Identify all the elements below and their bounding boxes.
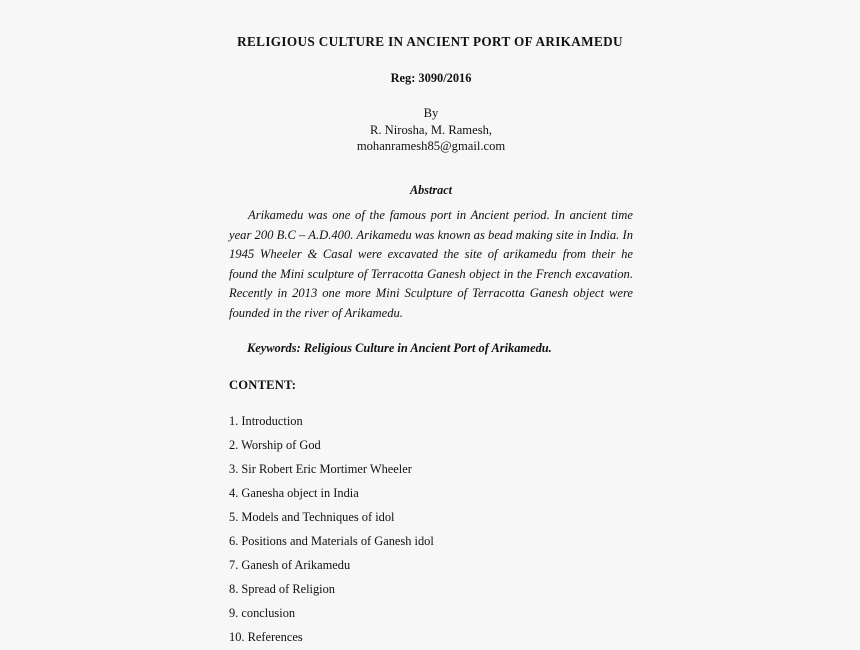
toc-item-number: 2. [229, 437, 239, 452]
toc-item-number: 1. [229, 413, 239, 428]
page-title: RELIGIOUS CULTURE IN ANCIENT PORT OF ARIKAMEDU [237, 34, 623, 49]
toc-item-label: Models and Techniques of idol [241, 510, 395, 524]
document-content-column [229, 0, 633, 650]
list-item [229, 409, 633, 433]
content-heading: CONTENT: [229, 378, 297, 393]
toc-item-number: 10. [229, 630, 245, 645]
table-of-contents [229, 394, 633, 650]
list-item [229, 457, 633, 481]
toc-item-label: Ganesh of Arikamedu [241, 558, 351, 573]
byline-by-label: By [423, 106, 439, 120]
list-item [229, 577, 633, 601]
toc-item-number: 4. [229, 485, 239, 500]
registration-number: Reg: 3090/2016 [390, 70, 472, 85]
abstract-heading: Abstract [410, 182, 452, 197]
byline-email: mohanramesh85@gmail.com [356, 139, 506, 153]
list-item [229, 601, 633, 625]
abstract-body: Arikamedu was one of the famous port in Ancient period. In ancient time year 200 B.C – A.D.400. Arikamedu was known as bead making site in India. In 1945 Wheeler & Casal were excavated the site of arikamedu from their he found the Mini sculpture of Terracotta Ganesh object in the French excavation. Recently in 2013 one more Mini Sculpture of Terracotta Ganesh object were founded in the river of Arikamedu. [229, 208, 633, 320]
toc-item-number: 7. [229, 558, 239, 573]
list-item [229, 433, 633, 457]
list-item [229, 625, 633, 649]
toc-item-number: 6. [229, 534, 239, 549]
toc-item-number: 3. [229, 461, 239, 476]
list-item [229, 553, 633, 577]
toc-item-label: Ganesha object in India [241, 485, 359, 500]
toc-item-label: References [247, 630, 303, 645]
toc-item-label: Worship of God [241, 437, 321, 452]
toc-item-label: Positions and Materials of Ganesh idol [241, 534, 434, 549]
list-item [229, 481, 633, 505]
keywords-line: Keywords: Religious Culture in Ancient Port of Arikamedu. [247, 341, 552, 356]
list-item [229, 505, 633, 529]
toc-item-label: conclusion [241, 606, 296, 621]
toc-item-number: 9. [229, 606, 239, 621]
toc-item-number: 8. [229, 582, 239, 597]
toc-item-label: Spread of Religion [241, 582, 336, 597]
byline [229, 86, 633, 155]
list-item [229, 529, 633, 553]
byline-authors: R. Nirosha, M. Ramesh, [369, 122, 493, 137]
toc-item-number: 5. [229, 510, 239, 524]
toc-item-label: Sir Robert Eric Mortimer Wheeler [241, 461, 412, 476]
toc-item-label: Introduction [241, 413, 303, 428]
